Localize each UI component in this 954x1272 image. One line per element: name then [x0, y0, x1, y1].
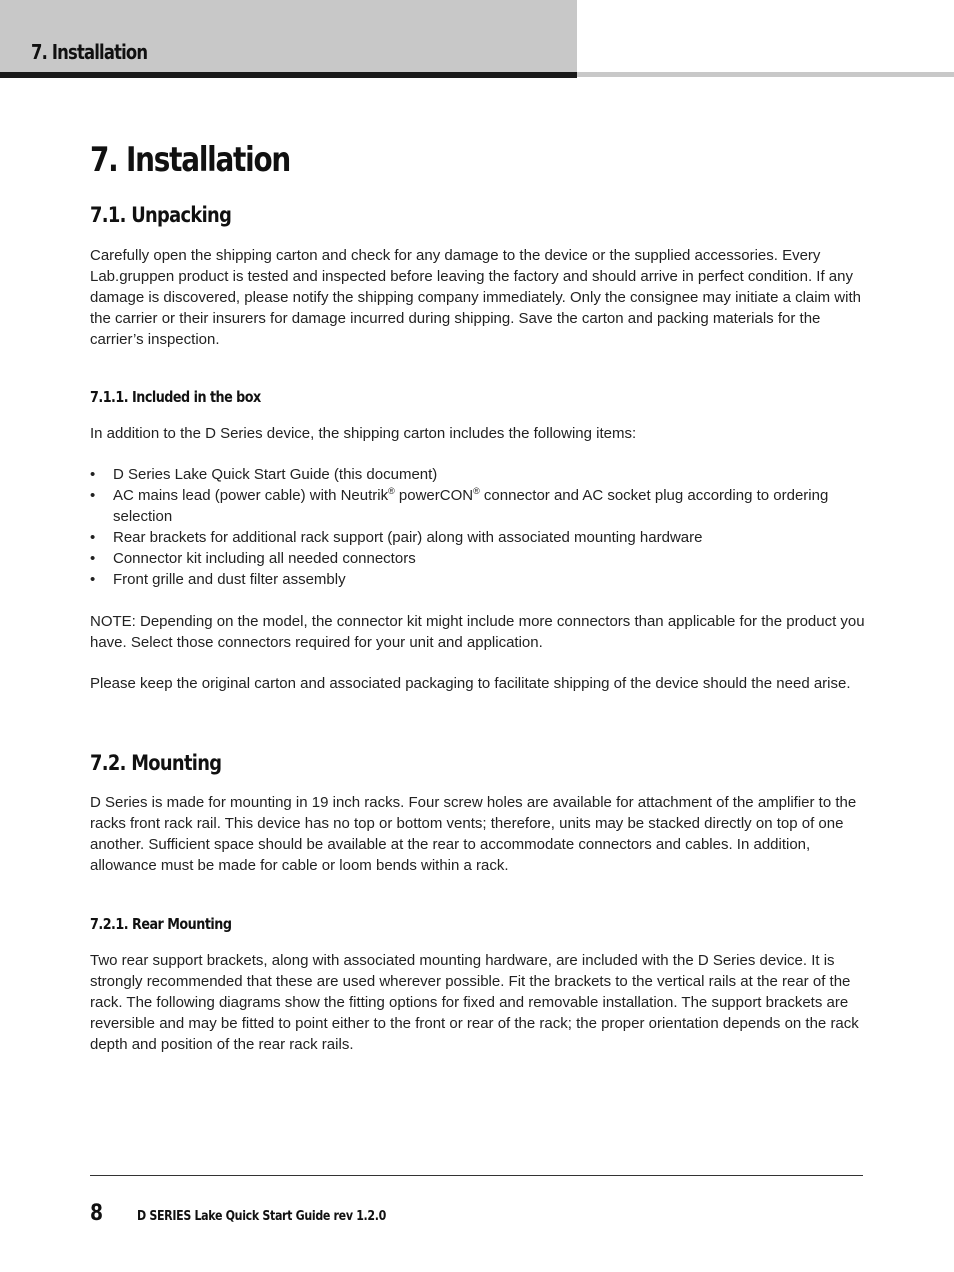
list-item-text: Connector kit including all needed connectors	[113, 550, 416, 567]
list-item-text: D Series Lake Quick Start Guide (this document)	[113, 466, 438, 483]
list-item-text: AC mains lead (power cable) with Neutrik	[113, 487, 389, 504]
mounting-paragraph: D Series is made for mounting in 19 inch racks. Four screw holes are available for attachment of the amplifier to the racks front rack rail. This device has no top or bottom vents; therefore, units may be stacked directly on top of one another. Sufficient space should be available at the rear to accommodate connectors and cables. In addition, allowance must be made for cable or loom bends within a rack.	[90, 794, 857, 874]
note-paragraph: NOTE: Depending on the model, the connector kit might include more connectors than applicable for the product you have. Select those connectors required for your unit and application.	[90, 613, 865, 651]
page-title: 7. Installation	[90, 140, 291, 180]
list-item	[90, 485, 865, 527]
footer-doc-title: D SERIES Lake Quick Start Guide rev 1.2.0	[137, 1209, 386, 1224]
list-item	[90, 569, 865, 590]
list-item	[90, 464, 865, 485]
rear-mounting-paragraph: Two rear support brackets, along with associated mounting hardware, are included with the D Series device. It is strongly recommended that these are used wherever possible. Fit the brackets to the vertical rails at the rear of the rack. The following diagrams show the fitting options for fixed and removable installation. The support brackets are reversible and may be fitted to point either to the front or rear of the rack; the proper orientation depends on the rack depth and position of the rear rack rails.	[90, 952, 859, 1053]
unpacking-paragraph: Carefully open the shipping carton and check for any damage to the device or the supplied accessories. Every Lab.gruppen product is tested and inspected before leaving the factory and should arrive in perfect condition. If any damage is discovered, please notify the shipping company immediately. Only the consignee may initiate a claim with the carrier or their insurers for damage incurred during shipping. Save the carton and packing materials for the carrier’s inspection.	[90, 247, 861, 348]
registered-mark: ®	[473, 486, 480, 496]
list-item	[90, 548, 865, 569]
header-rule-light	[577, 72, 954, 77]
list-item-text: connector and AC socket plug according to ordering selection	[113, 487, 829, 525]
keep-paragraph: Please keep the original carton and associated packaging to facilitate shipping of the device should the need arise.	[90, 675, 851, 692]
header-rule-dark	[0, 72, 577, 78]
page-number: 8	[90, 1201, 104, 1226]
list-item-text: Front grille and dust filter assembly	[113, 571, 346, 588]
heading-included-in-box: 7.1.1. Included in the box	[90, 388, 261, 406]
list-item-text: Rear brackets for additional rack support (pair) along with associated mounting hardware	[113, 529, 703, 546]
footer-rule	[90, 1175, 863, 1176]
header-section-title: 7. Installation	[31, 40, 148, 64]
included-intro: In addition to the D Series device, the shipping carton includes the following items:	[90, 425, 637, 442]
list-item-text: powerCON	[394, 487, 474, 504]
registered-mark: ®	[388, 486, 395, 496]
heading-rear-mounting: 7.2.1. Rear Mounting	[90, 915, 232, 933]
included-items-list	[90, 464, 865, 590]
heading-mounting: 7.2. Mounting	[90, 751, 222, 775]
list-item	[90, 527, 865, 548]
heading-unpacking: 7.1. Unpacking	[90, 203, 232, 227]
